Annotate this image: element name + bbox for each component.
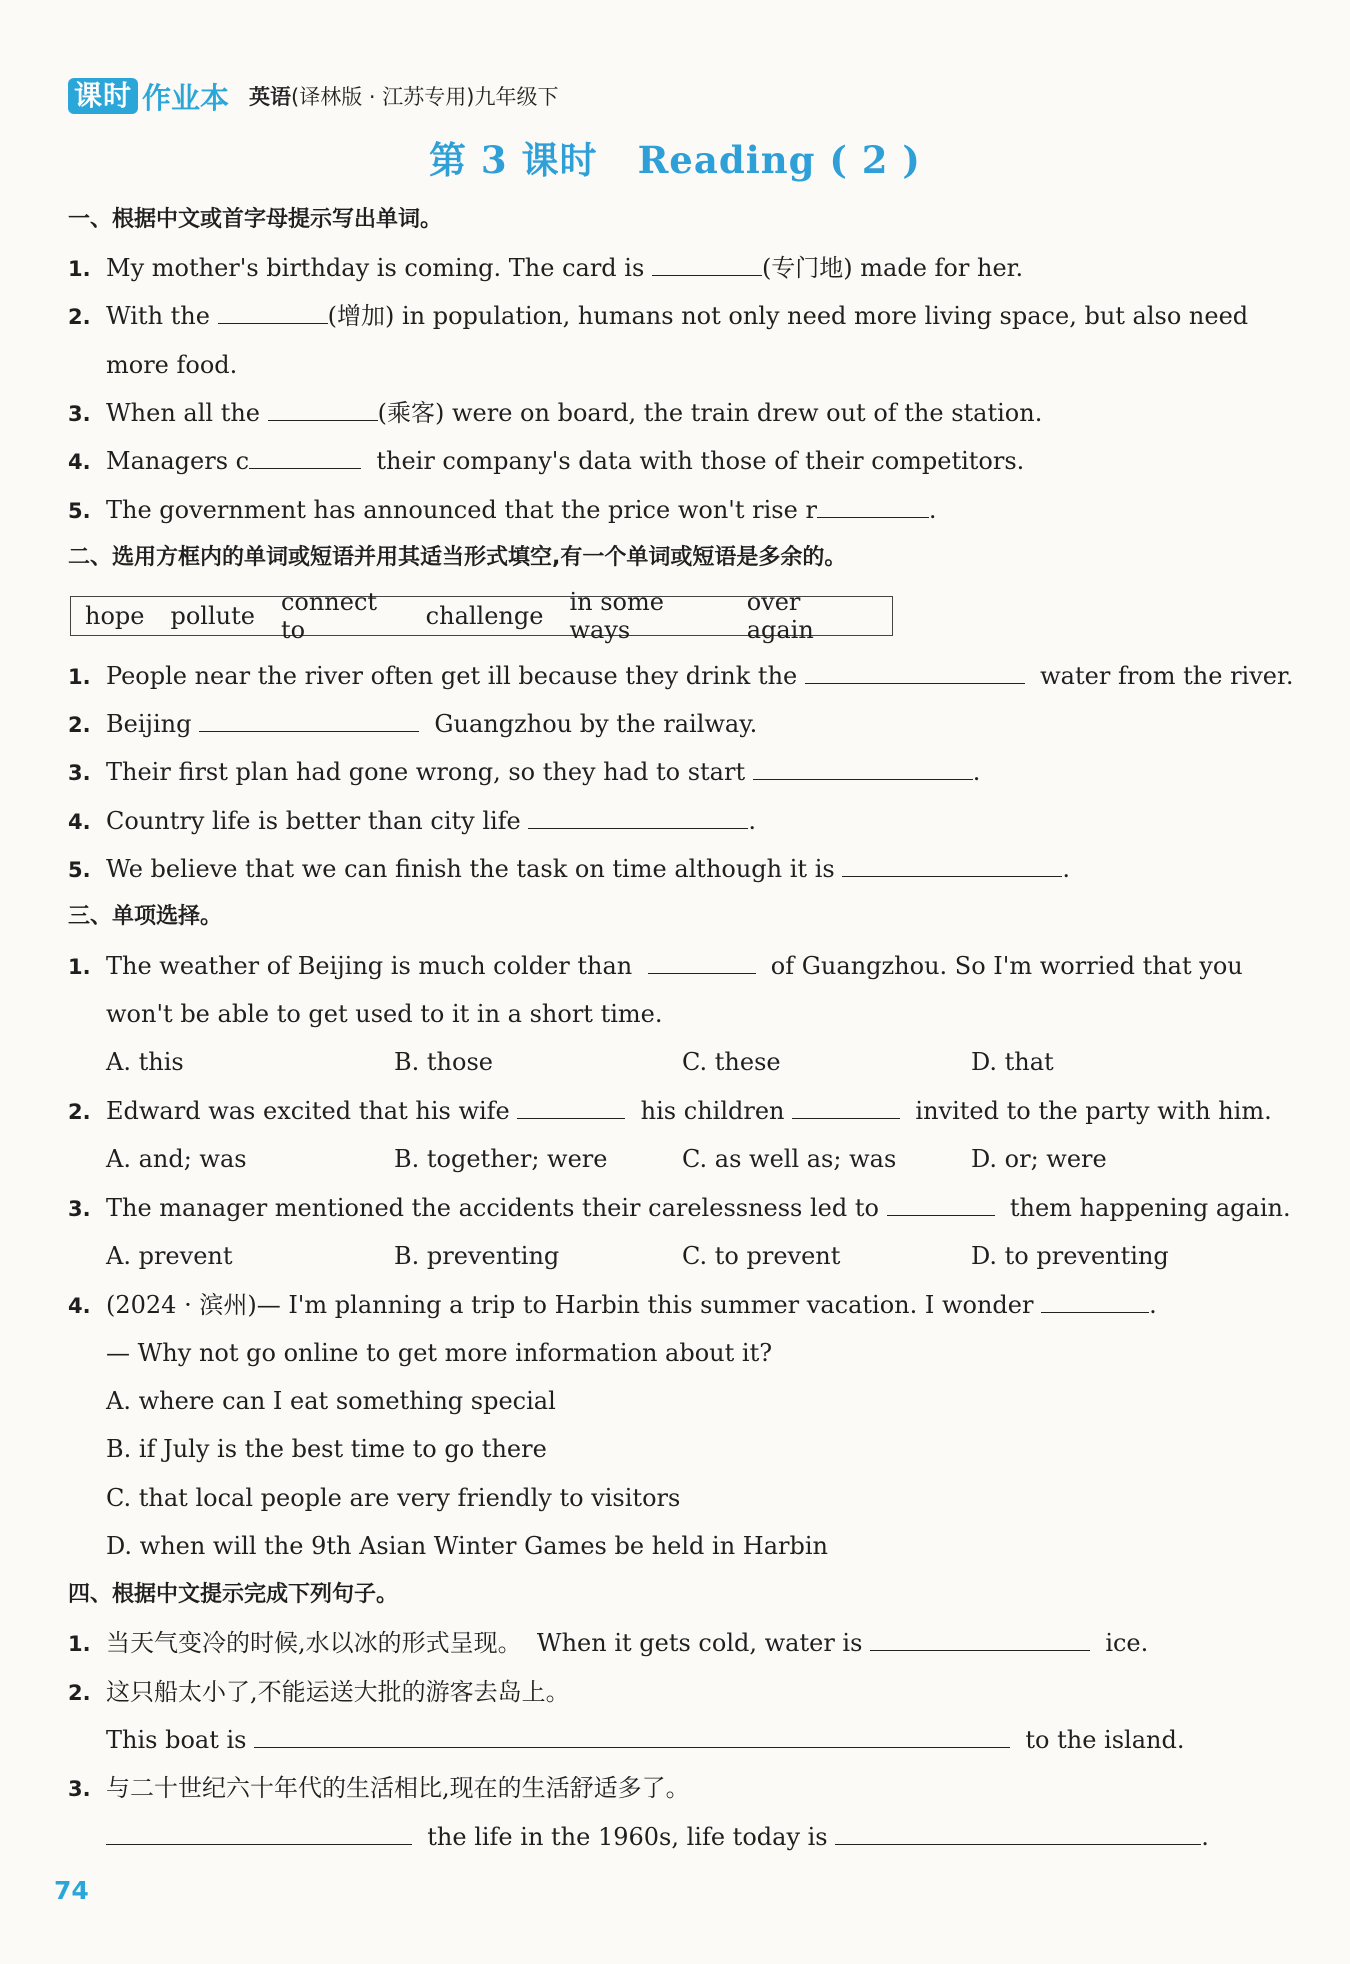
answer-blank[interactable] [817,495,929,518]
question-text: With the [106,302,210,330]
question-text: Their first plan had gone wrong, so they had to start [106,758,746,786]
question-number: 4. [68,450,91,474]
question-text: When all the [106,399,261,427]
section-3-title: 三、单项选择。 [68,904,223,929]
question-text: Edward was excited that his wife [106,1097,510,1125]
question-text: The government has announced that the price won't rise r [106,496,817,524]
question-text: . [1201,1823,1209,1851]
answer-blank[interactable] [268,398,378,421]
word-bank-item: pollute [170,602,255,630]
book-info [249,81,558,111]
question [68,709,757,740]
lesson-name: Reading ( 2 ) [637,138,921,182]
choice-b[interactable]: B. those [394,1048,493,1076]
question-number: 1. [68,665,91,689]
lesson-title [0,130,1350,184]
question-continued: more food. [106,351,238,379]
question-text: Country life is better than city life [106,807,521,835]
question-text: their company's data with those of their competitors. [376,447,1025,475]
word-bank-item: over again [746,588,814,644]
choice-c[interactable]: C. these [682,1048,781,1076]
question-text: (专门地) made for her. [761,254,1024,282]
question-number: 1. [68,257,91,281]
question-text: When it gets cold, water is [536,1629,863,1657]
question [68,951,1243,982]
question-text: Managers c [106,447,250,475]
choice-a[interactable]: A. this [106,1048,184,1076]
question-number: 2. [68,305,91,329]
answer-blank[interactable] [517,1096,625,1119]
question [68,1677,570,1708]
lesson-number: 第 3 课时 [429,138,598,182]
question [68,757,980,788]
question-text: . [1149,1291,1157,1319]
word-bank-item: in some ways [569,588,664,644]
question-text: (2024 · 滨州)— I'm planning a trip to Harbin this summer vacation. I wonder [106,1291,1034,1319]
question-text: People near the river often get ill because they drink the [106,662,798,690]
question-text: to the island. [1025,1726,1185,1754]
word-bank-box [70,588,893,644]
question-text: The manager mentioned the accidents their carelessness led to [106,1194,879,1222]
question-text: My mother's birthday is coming. The card is [106,254,645,282]
question-text: . [1062,855,1070,883]
section-4-title: 四、根据中文提示完成下列句子。 [68,1582,399,1607]
dialogue-reply: — Why not go online to get more information about it? [106,1339,773,1367]
chinese-prompt: 与二十世纪六十年代的生活相比,现在的生活舒适多了。 [106,1774,690,1802]
question [68,1193,1291,1224]
answer-blank[interactable] [249,446,361,469]
question [68,1290,1157,1321]
question [68,495,937,526]
question [68,854,1070,885]
question-text: This boat is [106,1726,247,1754]
answer-blank[interactable] [648,951,756,974]
series-logo [68,77,229,115]
question [68,446,1024,477]
choice-b[interactable]: B. together; were [394,1145,608,1173]
question [68,661,1293,692]
choice-d[interactable]: D. that [971,1048,1054,1076]
answer-blank[interactable] [528,806,748,829]
question [68,253,1023,284]
answer-blank[interactable] [870,1628,1090,1651]
question [68,806,756,837]
choice-b[interactable]: B. if July is the best time to go there [106,1435,547,1463]
question-text: of Guangzhou. So I'm worried that you [770,952,1243,980]
logo-box: 课时 [68,78,138,114]
choice-d[interactable]: D. or; were [971,1145,1107,1173]
question-text: Beijing [106,710,192,738]
question-number: 2. [68,713,91,737]
question-text: them happening again. [1009,1194,1291,1222]
question-number: 5. [68,499,91,523]
page-number: 74 [54,1876,89,1905]
choice-c[interactable]: C. to prevent [682,1242,841,1270]
answer-line [106,1822,1209,1852]
word-bank-item: hope [85,602,145,630]
answer-blank[interactable] [254,1725,1010,1748]
question-text: The weather of Beijing is much colder than [106,952,633,980]
question [68,398,1042,429]
choice-c[interactable]: C. that local people are very friendly to visitors [106,1484,681,1512]
question-number: 2. [68,1681,91,1705]
question [68,1773,690,1804]
question-number: 1. [68,1632,91,1656]
choice-d[interactable]: D. to preventing [971,1242,1169,1270]
answer-blank[interactable] [842,854,1062,877]
answer-blank[interactable] [835,1822,1201,1845]
page-header [68,76,558,116]
logo-text: 作业本 [142,80,230,115]
question-number: 4. [68,810,91,834]
choice-b[interactable]: B. preventing [394,1242,560,1270]
question-number: 4. [68,1294,91,1318]
question-text: water from the river. [1040,662,1294,690]
chinese-prompt: 这只船太小了,不能运送大批的游客去岛上。 [106,1678,570,1706]
question-number: 3. [68,402,91,426]
question-text: (增加) in population, humans not only need more living space, but also need [327,302,1249,330]
answer-blank[interactable] [199,709,419,732]
choice-a[interactable]: A. prevent [106,1242,233,1270]
edition-label: (译林版 · 江苏专用)九年级下 [291,85,559,109]
question-number: 3. [68,761,91,785]
question-number: 5. [68,858,91,882]
question-continued: won't be able to get used to it in a short time. [106,1000,663,1028]
answer-blank[interactable] [805,661,1025,684]
answer-line [106,1725,1184,1755]
question [68,1096,1272,1127]
question-text: . [972,758,981,786]
question-text: invited to the party with him. [915,1097,1272,1125]
question-number: 1. [68,955,91,979]
choice-c[interactable]: C. as well as; was [682,1145,897,1173]
question-text: Guangzhou by the railway. [434,710,758,738]
question-text: . [748,807,757,835]
question-text: . [928,496,937,524]
question-text: his children [640,1097,785,1125]
question-text: the life in the 1960s, life today is [427,1823,828,1851]
answer-blank[interactable] [106,1822,412,1845]
question [68,1628,1148,1659]
question-number: 3. [68,1777,91,1801]
choice-a[interactable]: A. and; was [106,1145,247,1173]
section-2-title: 二、选用方框内的单词或短语并用其适当形式填空,有一个单词或短语是多余的。 [68,545,847,570]
answer-blank[interactable] [1041,1290,1149,1313]
question-number: 3. [68,1197,91,1221]
question [68,301,1248,332]
choice-d[interactable]: D. when will the 9th Asian Winter Games be held in Harbin [106,1532,828,1560]
subject-label: 英语 [249,85,292,109]
word-bank-item: challenge [425,602,544,630]
choice-a[interactable]: A. where can I eat something special [106,1387,556,1415]
answer-blank[interactable] [753,757,973,780]
answer-blank[interactable] [792,1096,900,1119]
answer-blank[interactable] [652,253,762,276]
word-bank-item: connect to [280,588,378,644]
section-1-title: 一、根据中文或首字母提示写出单词。 [68,207,443,232]
question-text: ice. [1105,1629,1149,1657]
question-number: 2. [68,1100,91,1124]
question-text: (乘客) were on board, the train drew out of the station. [377,399,1043,427]
answer-blank[interactable] [218,301,328,324]
question-text: We believe that we can finish the task on time although it is [106,855,835,883]
answer-blank[interactable] [887,1193,995,1216]
chinese-prompt: 当天气变冷的时候,水以冰的形式呈现。 [106,1629,522,1657]
